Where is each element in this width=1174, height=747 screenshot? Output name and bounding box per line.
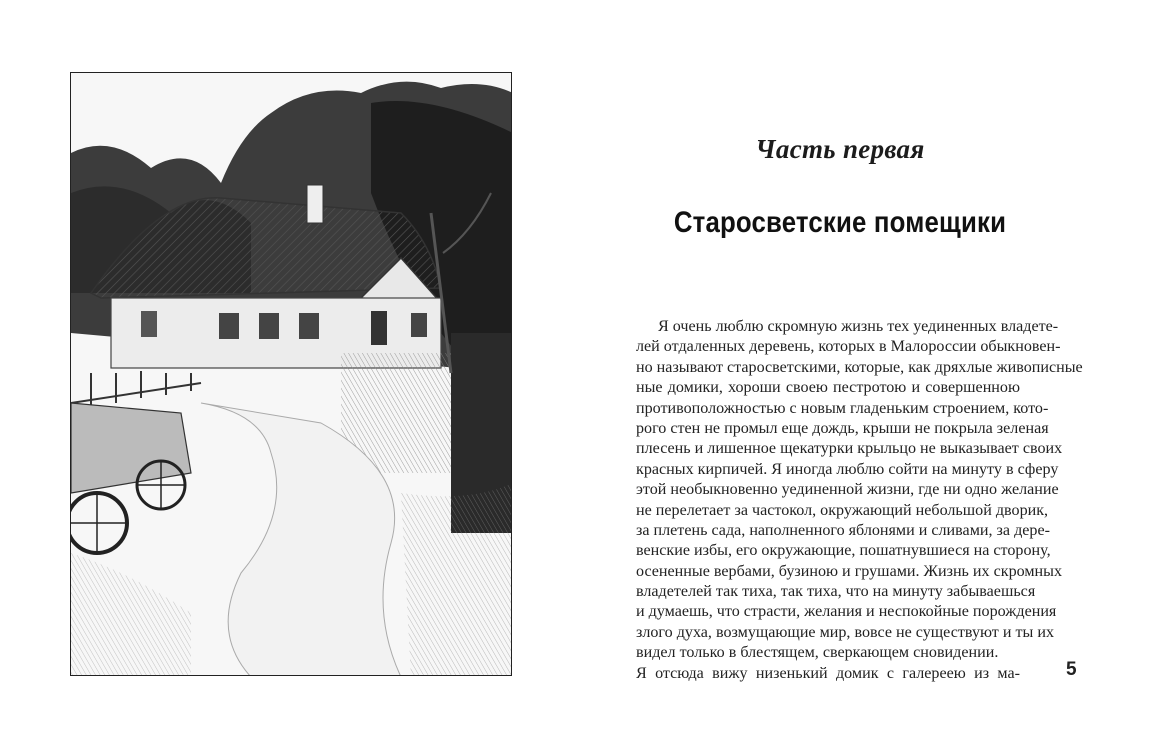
text-line: плесень и лишенное щекатурки крыльцо не выказывает своих <box>636 440 1063 458</box>
part-title: Часть первая <box>755 134 925 164</box>
body-text <box>636 317 1083 684</box>
text-line: видел только в блестящем, сверкающем сновидении. <box>636 644 999 662</box>
village-house-sketch-icon <box>71 73 512 676</box>
story-title: Старосветские помещики <box>673 206 1007 239</box>
text-line: Я очень люблю скромную жизнь тех уединенных владете- <box>658 318 1059 335</box>
text-line: ные домики, хороши своею пестротою и совершенною <box>636 379 1020 397</box>
page-number: 5 <box>1066 659 1077 680</box>
text-line: венские избы, его окружающие, пошатнувшиеся на сторону, <box>636 542 1051 560</box>
text-line: рого стен не промыл еще дождь, крыши не покрыла зеленая <box>636 419 1049 437</box>
text-line: этой необыкновенно уединенной жизни, где ни одно желание <box>636 481 1059 499</box>
text-line: злого духа, возмущающие мир, вовсе не существуют и ты их <box>636 623 1055 641</box>
text-line: осененные вербами, бузиною и грушами. Жизнь их скромных <box>636 562 1063 580</box>
text-line: противоположностью с новым гладеньким строением, кото- <box>636 399 1049 417</box>
text-line: красных кирпичей. Я иногда люблю сойти на минуту в сферу <box>636 460 1059 478</box>
village-illustration <box>70 72 512 676</box>
text-line: лей отдаленных деревень, которых в Малороссии обыкновен- <box>636 338 1061 356</box>
text-line: но называют старосветскими, которые, как дряхлые живописные <box>636 358 1083 376</box>
text-line: Я отсюда вижу низенький домик с галереею из ма- <box>636 664 1020 682</box>
text-line: не перелетает за частокол, окружающий небольшой дворик, <box>636 501 1049 519</box>
text-line: и думаешь, что страсти, желания и неспокойные порождения <box>636 603 1057 621</box>
text-line: владетелей так тиха, так тиха, что на минуту забываешься <box>636 583 1036 601</box>
text-line: за плетень сада, наполненного яблонями и сливами, за дере- <box>636 521 1050 539</box>
